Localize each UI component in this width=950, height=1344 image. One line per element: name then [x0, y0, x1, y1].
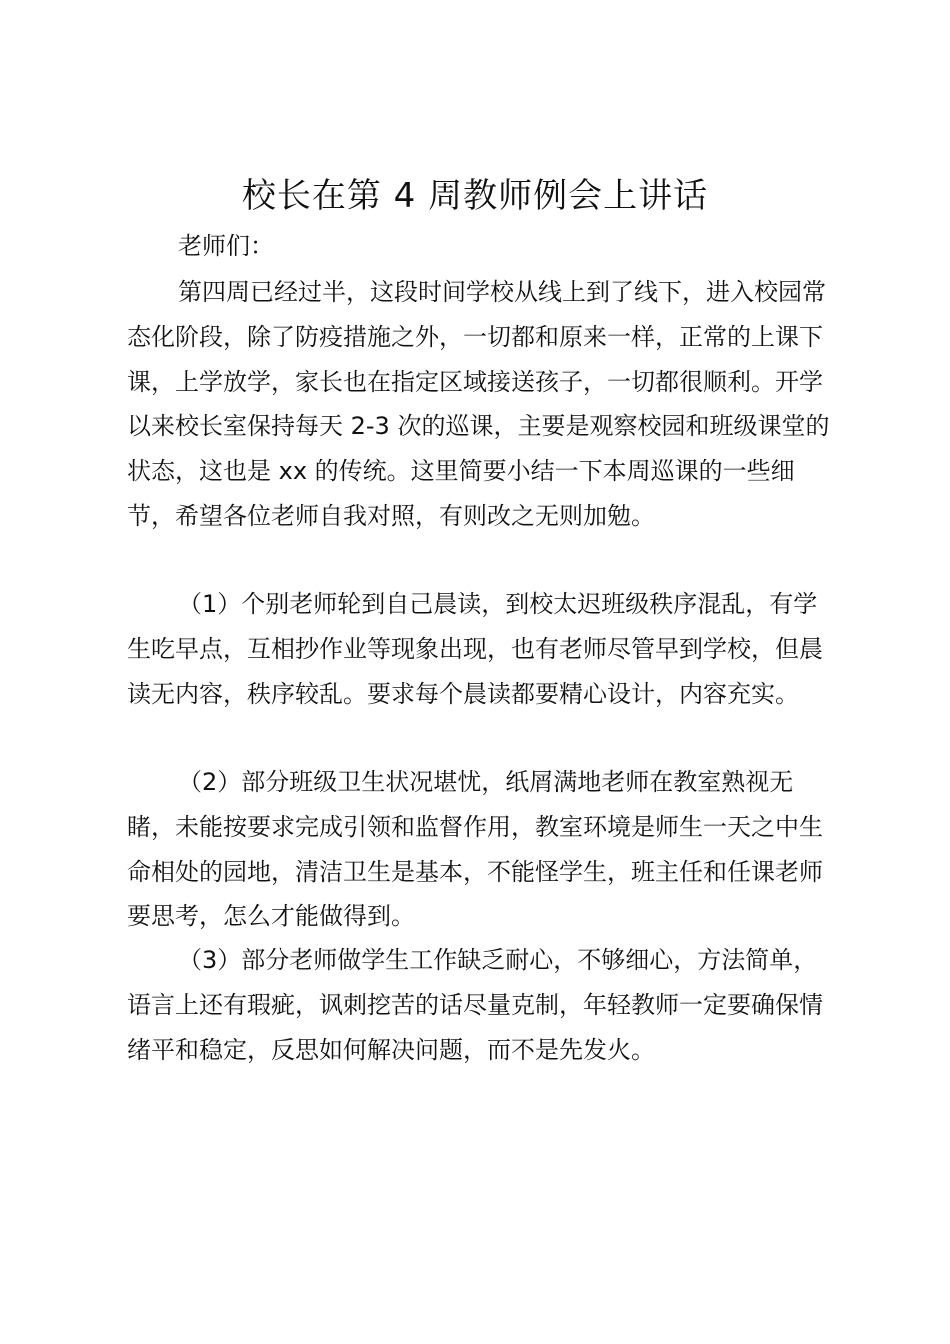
- paragraph-item-1: （1）个别老师轮到自己晨读，到校太迟班级秩序混乱，有学生吃早点，互相抄作业等现象出现，也有老师尽管早到学校，但晨读无内容，秩序较乱。要求每个晨读都要精心设计，内容充实。: [127, 590, 823, 708]
- paragraph-item-3: （3）部分老师做学生工作缺乏耐心，不够细心，方法简单，语言上还有瑕疵，讽刺挖苦的话尽量克制，年轻教师一定要确保情绪平和稳定，反思如何解决问题，而不是先发火。: [127, 946, 823, 1064]
- salutation: 老师们：: [178, 232, 274, 260]
- paragraph-intro: 第四周已经过半，这段时间学校从线上到了线下，进入校园常态化阶段，除了防疫措施之外，一切都和原来一样，正常的上课下课，上学放学，家长也在指定区域接送孩子，一切都很顺利。开学以来校长室保持每天 2-3 次的巡课，主要是观察校园和班级课堂的状态，这也是 xx 的传统。这里简要小结一下本周巡课的一些细节，希望各位老师自我对照，有则改之无则加勉。: [127, 278, 830, 530]
- document-title: 校长在第 4 周教师例会上讲话: [241, 176, 709, 216]
- paragraph-item-2: （2）部分班级卫生状况堪忧，纸屑满地老师在教室熟视无睹，未能按要求完成引领和监督作用，教室环境是师生一天之中生命相处的园地，清洁卫生是基本，不能怪学生，班主任和任课老师要思考，怎么才能做得到。: [127, 768, 823, 931]
